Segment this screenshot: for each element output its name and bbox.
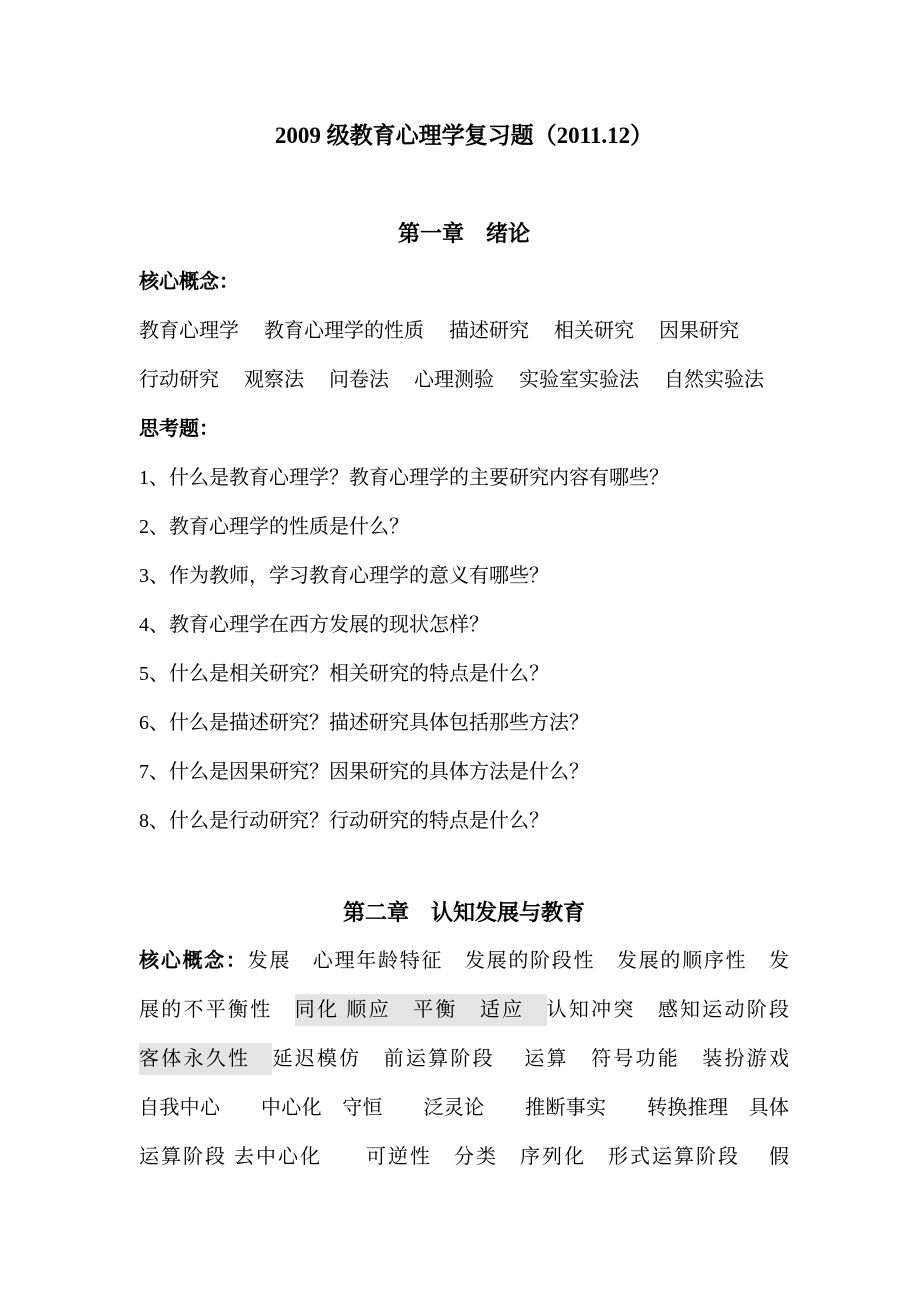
- chapter2-concepts-line-3: [139, 1035, 789, 1084]
- highlighted-term-object-permanence: 客体永久性: [139, 1043, 272, 1075]
- question-item-7: 7、什么是因果研究？因果研究的具体方法是什么？: [139, 761, 589, 783]
- chapter2-concepts-text: 发展 心理年龄特征 发展的阶段性 发展的顺序性 发: [247, 950, 790, 972]
- question-item-8: 8、什么是行动研究？行动研究的特点是什么？: [139, 810, 549, 832]
- question-item-3: 3、作为教师，学习教育心理学的意义有哪些？: [139, 565, 549, 587]
- chapter2-concepts-text: 认知冲突 感知运动阶段: [546, 999, 790, 1021]
- question-item-5: 5、什么是相关研究？相关研究的特点是什么？: [139, 663, 549, 685]
- chapter1-heading: 第一章 绪论: [397, 221, 530, 246]
- question-item-2: 2、教育心理学的性质是什么？: [139, 516, 409, 538]
- highlighted-terms-assimilation: 同化 顺应 平衡 适应: [295, 994, 547, 1026]
- question-item-1: 1、什么是教育心理学？教育心理学的主要研究内容有哪些？: [139, 467, 669, 489]
- chapter2-concepts-text: 延迟模仿 前运算阶段 运算 符号功能 装扮游戏: [272, 1048, 790, 1070]
- chapter2-concepts-line-5: 运算阶段 去中心化 可逆性 分类 序列化 形式运算阶段 假: [139, 1146, 789, 1168]
- chapter2-concepts-text: 展的不平衡性: [139, 999, 295, 1021]
- chapter1-core-concepts-label: 核心概念：: [139, 271, 239, 293]
- document-content: [139, 0, 789, 1182]
- chapter2-heading: 第二章 认知发展与教育: [342, 900, 585, 925]
- question-item-4: 4、教育心理学在西方发展的现状怎样？: [139, 614, 489, 636]
- blank-line: [139, 160, 789, 209]
- question-item-6: 6、什么是描述研究？描述研究具体包括那些方法？: [139, 712, 589, 734]
- document-title: 2009 级教育心理学复习题（2011.12）: [274, 123, 654, 148]
- chapter2-concepts-line-2: [139, 986, 789, 1035]
- blank-gap: [139, 846, 789, 888]
- chapter2-concepts-line-1: [139, 937, 789, 986]
- chapter1-concept-line-1: 教育心理学 教育心理学的性质 描述研究 相关研究 因果研究: [139, 320, 739, 342]
- chapter1-concept-line-2: 行动研究 观察法 问卷法 心理测验 实验室实验法 自然实验法: [139, 369, 764, 391]
- chapter1-questions-label: 思考题：: [139, 418, 219, 440]
- chapter2-core-concepts-label: 核心概念：: [139, 950, 248, 972]
- chapter2-concepts-line-4: 自我中心 中心化 守恒 泛灵论 推断事实 转换推理 具体: [139, 1097, 789, 1119]
